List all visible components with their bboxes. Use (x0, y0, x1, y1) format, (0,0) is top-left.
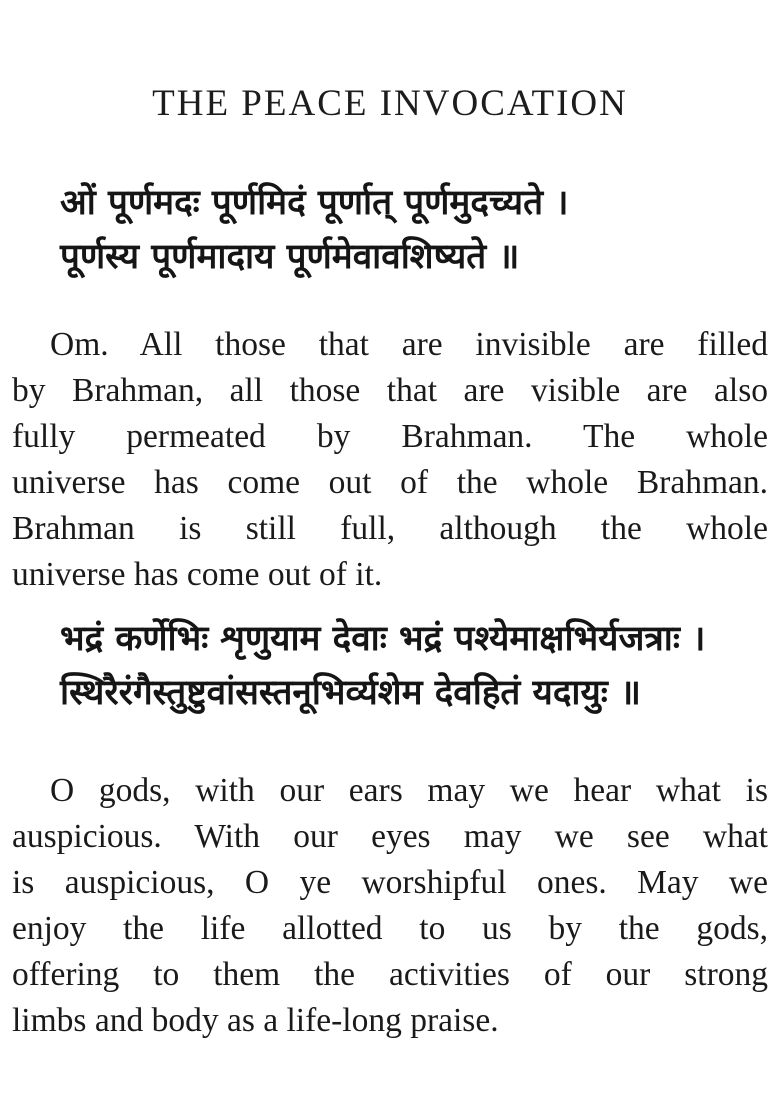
paragraph-line: auspicious. With our eyes may we see what (12, 818, 768, 855)
paragraph-line: enjoy the life allotted to us by the gods, (12, 910, 768, 947)
paragraph-line: Om. All those that are invisible are filled (50, 326, 768, 363)
paragraph-line: fully permeated by Brahman. The whole (12, 418, 768, 455)
translation-paragraph-1 (12, 322, 768, 598)
sanskrit-verse-1 (60, 176, 569, 284)
paragraph-line: limbs and body as a life-long praise. (12, 1002, 499, 1039)
paragraph-line: O gods, with our ears may we hear what is (50, 772, 768, 809)
sanskrit-verse-2 (60, 612, 705, 720)
paragraph-line: Brahman is still full, although the whole (12, 510, 768, 547)
paragraph-line: by Brahman, all those that are visible are also (12, 372, 768, 409)
page-title: THE PEACE INVOCATION (152, 83, 628, 124)
verse-line: ओं पूर्णमदः पूर्णमिदं पूर्णात् पूर्णमुदच्यते । (60, 183, 569, 223)
verse-line: भद्रं कर्णेभिः शृणुयाम देवाः भद्रं पश्येमाक्षभिर्यजत्राः । (60, 619, 706, 659)
verse-line: स्थिरैरंगैस्तुष्टुवांसस्तनूभिर्व्यशेम देवहितं यदायुः ॥ (60, 673, 642, 713)
paragraph-line: universe has come out of it. (12, 556, 383, 593)
paragraph-line: is auspicious, O ye worshipful ones. May we (12, 864, 768, 901)
translation-paragraph-2 (12, 768, 768, 1044)
paragraph-line: universe has come out of the whole Brahman. (12, 464, 768, 501)
paragraph-line: offering to them the activities of our strong (12, 956, 768, 993)
verse-line: पूर्णस्य पूर्णमादाय पूर्णमेवावशिष्यते ॥ (60, 237, 520, 277)
